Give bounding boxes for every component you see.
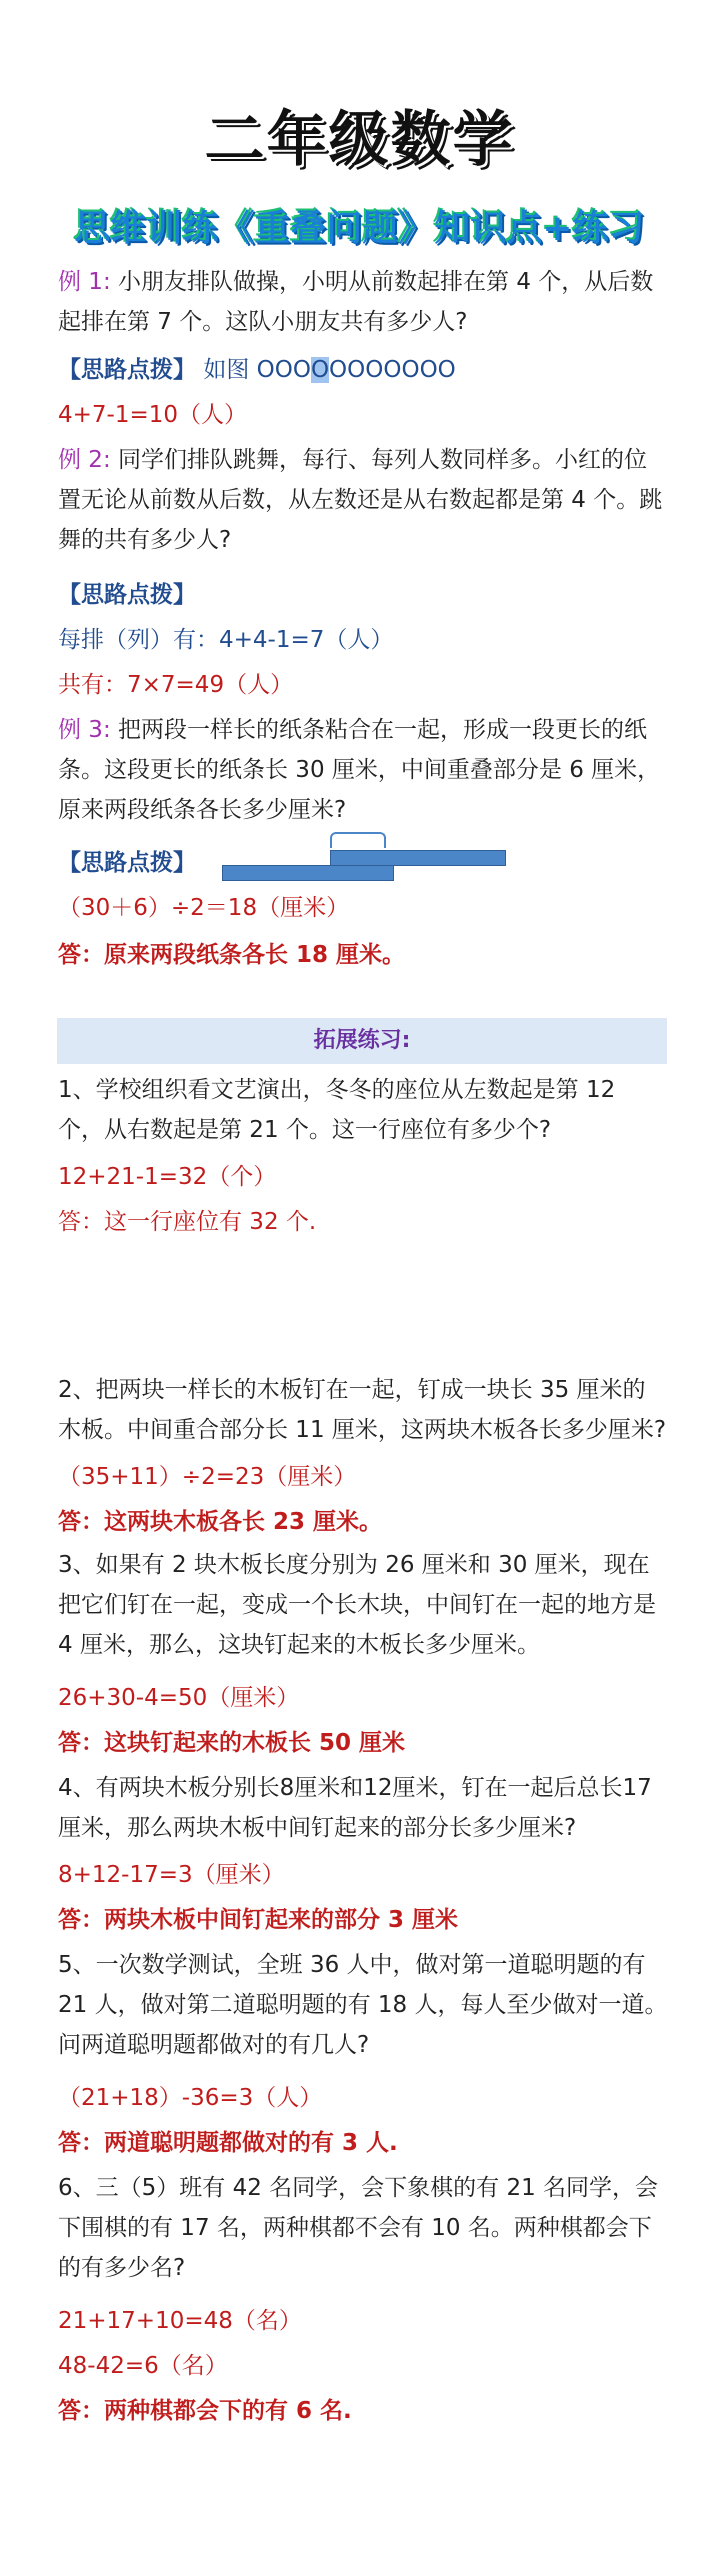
example-2-hint-label: 【思路点拨】: [58, 582, 196, 608]
practice-1-answer: 答：这一行座位有 32 个.: [58, 1209, 317, 1235]
practice-1-formula: 12+21-1=32（个）: [58, 1164, 277, 1190]
queue-rings-before: OOO: [256, 357, 311, 383]
practice-6-formula-2: 48-42=6（名）: [58, 2353, 228, 2379]
practice-2-question: 2、把两块一样长的木板钉在一起，钉成一块长 35 厘米的木板。中间重合部分长 11 厘米，这两块木板各长多少厘米?: [58, 1377, 667, 1443]
example-3-formula: （30＋6）÷2＝18（厘米）: [58, 895, 350, 921]
example-2-line-1: 每排（列）有：4+4-1=7（人）: [58, 627, 394, 653]
example-2-label: 例 2:: [58, 447, 111, 473]
practice-6-formula: 21+17+10=48（名）: [58, 2308, 302, 2334]
practice-6-question: 6、三（5）班有 42 名同学，会下象棋的有 21 名同学，会下围棋的有 17 名，两种棋都不会有 10 名。两种棋都会下的有多少名?: [58, 2175, 659, 2281]
example-3: [58, 710, 668, 830]
example-3-hint-label: 【思路点拨】: [58, 850, 196, 876]
example-1-hint: [58, 350, 668, 390]
paper-strip-top: [330, 850, 506, 866]
example-2-line-2: 共有：7×7=49（人）: [58, 672, 294, 698]
practice-4-formula: 8+12-17=3（厘米）: [58, 1862, 285, 1888]
practice-3-answer: 答：这块钉起来的木板长 50 厘米: [58, 1730, 406, 1756]
page-title: 二年级数学: [204, 105, 515, 175]
practice-4-question: 4、有两块木板分别长8厘米和12厘米，钉在一起后总长17厘米，那么两块木板中间钉起来的部分长多少厘米?: [58, 1775, 652, 1841]
queue-ring-xiaoming: O: [310, 357, 330, 383]
example-2: [58, 440, 668, 560]
page-subtitle: 思维训练《重叠问题》知识点+练习: [74, 208, 645, 249]
example-1-hint-text: 如图: [203, 357, 257, 383]
example-1-label: 例 1:: [58, 269, 111, 295]
practice-3-question: 3、如果有 2 块木板长度分别为 26 厘米和 30 厘米，现在把它们钉在一起，变成一个长木块，中间钉在一起的地方是 4 厘米，那么，这块钉起来的木板长多少厘米。: [58, 1552, 656, 1658]
practice-4-answer: 答：两块木板中间钉起来的部分 3 厘米: [58, 1907, 459, 1933]
practice-2-answer: 答：这两块木板各长 23 厘米。: [58, 1509, 383, 1535]
example-3-label: 例 3:: [58, 717, 111, 743]
practice-6-answer: 答：两种棋都会下的有 6 名.: [58, 2398, 352, 2424]
practice-5-question: 5、一次数学测试，全班 36 人中，做对第一道聪明题的有 21 人，做对第二道聪明题的有 18 人，每人至少做对一道。问两道聪明题都做对的有几人?: [58, 1952, 668, 2058]
paper-strip-bottom: [222, 865, 394, 881]
example-1-answer: 4+7-1=10（人）: [58, 402, 248, 428]
practice-3-formula: 26+30-4=50（厘米）: [58, 1685, 300, 1711]
practice-5-formula: （21+18）-36=3（人）: [58, 2085, 323, 2111]
example-2-text: 同学们排队跳舞，每行、每列人数同样多。小红的位置无论从前数从后数，从左数还是从右数起都是第 4 个。跳舞的共有多少人?: [58, 447, 663, 553]
example-1-text: 小朋友排队做操，小明从前数起排在第 4 个，从后数起排在第 7 个。这队小朋友共有多少人?: [58, 269, 654, 335]
practice-1-question: 1、学校组织看文艺演出，冬冬的座位从左数起是第 12 个，从右数起是第 21 个。这一行座位有多少个?: [58, 1077, 616, 1143]
practice-heading: 拓展练习:: [313, 1028, 411, 1053]
example-3-text: 把两段一样长的纸条粘合在一起，形成一段更长的纸条。这段更长的纸条长 30 厘米，中间重叠部分是 6 厘米，原来两段纸条各长多少厘米?: [58, 717, 661, 823]
queue-rings-after: OOOOOOO: [329, 357, 456, 383]
example-1-hint-label: 【思路点拨】: [58, 357, 196, 383]
practice-5-answer: 答：两道聪明题都做对的有 3 人.: [58, 2130, 398, 2156]
example-3-answer: 答：原来两段纸条各长 18 厘米。: [58, 942, 406, 968]
overlap-bracket: [330, 832, 386, 848]
example-1: [58, 262, 668, 342]
practice-2-formula: （35+11）÷2=23（厘米）: [58, 1464, 357, 1490]
